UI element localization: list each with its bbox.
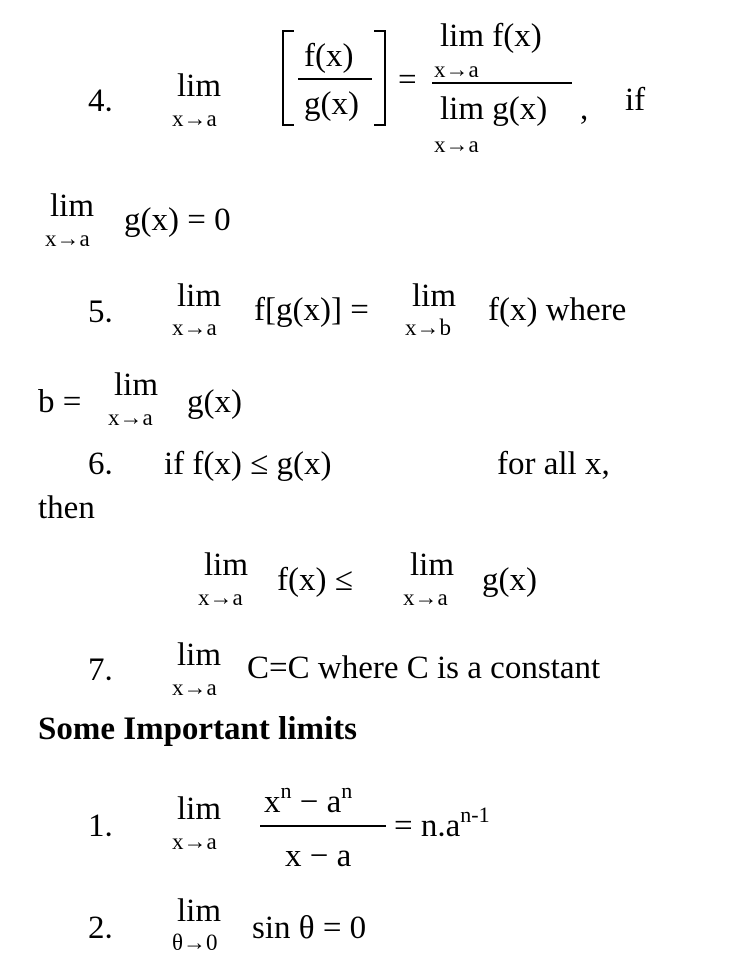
lim-subscript: θ→0 bbox=[172, 930, 218, 955]
base-x: x bbox=[264, 784, 281, 820]
rule-6-condition: if f(x) ≤ g(x) bbox=[164, 446, 332, 482]
rule-5-lhs: f[g(x)] = bbox=[254, 292, 369, 328]
imp-1-rhs bbox=[394, 802, 490, 844]
if-text: if bbox=[625, 82, 646, 118]
lim-subscript: x→a bbox=[108, 405, 153, 430]
b-value: g(x) bbox=[187, 384, 242, 420]
rule-7-number: 7. bbox=[88, 652, 113, 688]
fraction-denominator: g(x) bbox=[304, 86, 359, 122]
lim-subscript: x→a bbox=[45, 226, 90, 251]
rhs-denominator: lim g(x) bbox=[440, 91, 548, 127]
lim-label: lim bbox=[114, 367, 159, 403]
rule-5-number: 5. bbox=[88, 294, 113, 330]
lim-label: lim bbox=[204, 547, 249, 583]
imp-1-denominator: x − a bbox=[285, 838, 352, 874]
fraction-numerator: f(x) bbox=[304, 38, 354, 74]
rule-7-text: C=C where C is a constant bbox=[247, 650, 601, 686]
imp-2-number: 2. bbox=[88, 910, 113, 946]
equals-sign: = bbox=[398, 62, 417, 98]
rule-6-lhs: f(x) ≤ bbox=[277, 562, 353, 598]
imp-2-text: sin θ = 0 bbox=[252, 910, 367, 946]
lim-subscript: x→a bbox=[172, 315, 217, 340]
lim-subscript: x→b bbox=[405, 315, 451, 340]
for-all-text: for all x, bbox=[497, 446, 610, 482]
right-bracket bbox=[374, 30, 386, 126]
condition-text: g(x) = 0 bbox=[124, 202, 231, 238]
lim-subscript: x→a bbox=[172, 829, 217, 854]
imp-1-numerator bbox=[264, 778, 353, 820]
lim-label: lim bbox=[177, 278, 222, 314]
rhs-base: = n.a bbox=[394, 808, 461, 844]
left-bracket bbox=[282, 30, 294, 126]
lim-label: lim bbox=[177, 893, 222, 929]
exponent: n-1 bbox=[460, 802, 490, 827]
lim-label: lim bbox=[50, 188, 95, 224]
lim-label: lim bbox=[410, 547, 455, 583]
lim-label: lim bbox=[177, 68, 222, 104]
lim-label: lim bbox=[177, 637, 222, 673]
exponent: n bbox=[341, 778, 353, 803]
then-text: then bbox=[38, 490, 95, 526]
lim-subscript: x→a bbox=[434, 57, 479, 82]
fraction-line bbox=[260, 825, 386, 827]
lim-label: lim bbox=[412, 278, 457, 314]
fraction-line bbox=[432, 82, 572, 84]
rule-5-rhs: f(x) where bbox=[488, 292, 627, 328]
lim-subscript: x→a bbox=[198, 585, 243, 610]
lim-subscript: x→a bbox=[434, 132, 479, 157]
rule-6-rhs: g(x) bbox=[482, 562, 537, 598]
rule-6-number: 6. bbox=[88, 446, 113, 482]
minus-a: − a bbox=[291, 784, 342, 820]
exponent: n bbox=[280, 778, 292, 803]
lim-label: lim bbox=[177, 791, 222, 827]
section-heading: Some Important limits bbox=[38, 711, 357, 747]
rhs-numerator: lim f(x) bbox=[440, 18, 542, 54]
lim-subscript: x→a bbox=[172, 106, 217, 131]
comma: , bbox=[580, 91, 589, 127]
b-equals: b = bbox=[38, 384, 82, 420]
fraction-line bbox=[298, 78, 372, 80]
lim-subscript: x→a bbox=[403, 585, 448, 610]
rule-4-number: 4. bbox=[88, 83, 113, 119]
imp-1-number: 1. bbox=[88, 808, 113, 844]
lim-subscript: x→a bbox=[172, 675, 217, 700]
